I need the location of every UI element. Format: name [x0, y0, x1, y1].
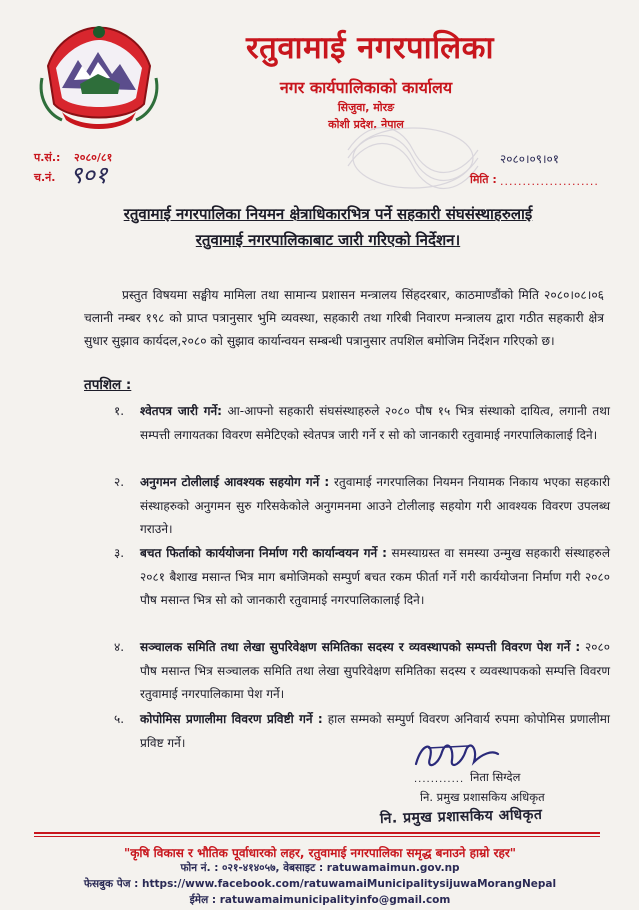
- item-heading: कोपोमिस प्रणालीमा विवरण प्रविष्टी गर्ने :: [140, 712, 323, 726]
- subject-title-line-2: रतुवामाई नगरपालिकाबाट जारी गरिएको निर्देशन।: [195, 231, 461, 249]
- item-text: हाल सम्मको सम्पुर्ण विवरण अनिवार्य रुपमा कोपोमिस प्रणालीमा प्रविष्ट गर्ने।: [140, 712, 610, 750]
- item-heading: अनुगमन टोलीलाई आवश्यक सहयोग गर्ने :: [140, 475, 330, 489]
- date-value: २०८०।०९।०१: [500, 152, 560, 166]
- subject-title-line-1: रतुवामाई नगरपालिका नियमन क्षेत्राधिकारभित्र पर्ने सहकारी संघसंस्थाहरुलाई: [123, 205, 533, 223]
- signature-line: ............: [414, 774, 465, 785]
- list-item: [114, 471, 610, 542]
- item-number: ३.: [114, 546, 125, 560]
- date-placeholder: ......................: [500, 175, 599, 188]
- list-heading: तपशिल :: [84, 377, 132, 393]
- footer-contact: फोन नं. : ०२१-४१४०५७, वेबसाइट : ratuwamaimun.gov.np: [180, 862, 460, 874]
- address-line-2: कोशी प्रदेश, नेपाल: [328, 118, 404, 131]
- item-number: ५.: [114, 712, 125, 726]
- footer-divider-thin: [34, 836, 600, 837]
- item-text: २०८० पौष मसान्त भित्र सञ्चालक समिति तथा लेखा सुपरिवेक्षण समितिका सदस्य र व्यवस्थापकको सम्पत्ति विवरण रतुवामाई नगरपालिकामा पेश गर्ने।: [140, 640, 610, 701]
- nepal-emblem-logo: [28, 18, 170, 134]
- chalani-label: च.नं.: [34, 171, 56, 184]
- item-heading: श्वेतपत्र जारी गर्ने:: [140, 404, 222, 418]
- item-text: आ-आफ्नो सहकारी संघसंस्थाहरुले २०८० पौष १५ भित्र संस्थाको दायित्व, लगानी तथा सम्पत्ती लगायतका विवरण समेटिएको स्वेतपत्र जारी गर्ने र सो को जानकारी रतुवामाई नगरपालिकालाई दिने।: [140, 404, 611, 442]
- list-item: [114, 400, 611, 447]
- item-text: रतुवामाई नगरपालिका नियमन नियामक निकाय भएका सहकारी संस्थाहरुको अनुगमन सुरु गरिसकेकोले अनुगमनमा आउने टोलीलाइ सहयोग गरी आवश्यक विवरण उपलब्ध गराउने।: [140, 475, 610, 536]
- list-item: [114, 636, 610, 707]
- chalani-value: ९०१: [70, 161, 108, 189]
- item-number: ४.: [114, 640, 125, 654]
- ref-label: प.सं.:: [34, 151, 61, 164]
- signatory-title: नि. प्रमुख प्रशासकिय अधिकृत: [420, 790, 545, 804]
- office-name: नगर कार्यपालिकाको कार्यालय: [279, 78, 453, 97]
- item-heading: सञ्चालक समिति तथा लेखा सुपरिवेक्षण समितिका सदस्य र व्यवस्थापको सम्पत्ती विवरण पेश गर्ने :: [140, 640, 581, 654]
- footer-facebook: फेसबुक पेज : https://www.facebook.com/ratuwamaiMunicipalitysijuwaMorangNepal: [83, 878, 557, 890]
- signatory-name: निता सिग्देल: [470, 770, 521, 784]
- item-number: १.: [114, 404, 125, 418]
- footer-email: ईमेल : ratuwamaimunicipalityinfo@gmail.com: [189, 894, 451, 906]
- list-item: [114, 542, 610, 613]
- address-line-1: सिजुवा, मोरङ: [337, 101, 395, 114]
- list-item: [114, 708, 610, 755]
- item-heading: बचत फिर्ताको कार्ययोजना निर्माण गरी कार्यान्वयन गर्ने :: [140, 546, 387, 560]
- item-text: समस्याग्रस्त वा समस्या उन्मुख सहकारी संस्थाहरुले २०८१ बैशाख मसान्त भित्र माग बमोजिमको सम्पुर्ण बचत रकम फीर्ता गर्ने गरी कार्ययोजना निर्माण गरी २०८० पौष मसान्त भित्र सो को जानकारी रतुवामाई नगरपालिकालाई दिने।: [140, 546, 610, 607]
- body-paragraph: प्रस्तुत विषयमा सङ्घीय मामिला तथा सामान्य प्रशासन मन्त्रालय सिंहदरबार, काठमाण्डौंको मिति २०८०।०८।०६ चलानी नम्बर १९८ को प्राप्त पत्रानुसार भुमि व्यवस्था, सहकारी तथा गरिबी निवारण मन्त्रालय द्वारा गठीत सहकारी क्षेत्र सुधार सुझाव कार्यदल,२०८० को सुझाव कार्यान्वयन सम्बन्धी पत्रानुसार तपशिल बमोजिम निर्देशन गरिएको छ।: [84, 288, 604, 348]
- ref-value: २०८०/८१: [74, 151, 113, 164]
- date-label: मिति :: [470, 173, 497, 186]
- designation-stamp: नि. प्रमुख प्रशासकिय अधिकृत: [379, 806, 543, 827]
- watermark-seal: [338, 118, 488, 198]
- org-name: रतुवामाई नगरपालिका: [245, 30, 495, 66]
- footer-divider: [34, 832, 600, 834]
- footer-slogan: "कृषि विकास र भौतिक पूर्वाधारको लहर, रतुवामाई नगरपालिका समृद्ध बनाउने हाम्रो रहर": [123, 846, 517, 860]
- item-number: २.: [114, 475, 125, 489]
